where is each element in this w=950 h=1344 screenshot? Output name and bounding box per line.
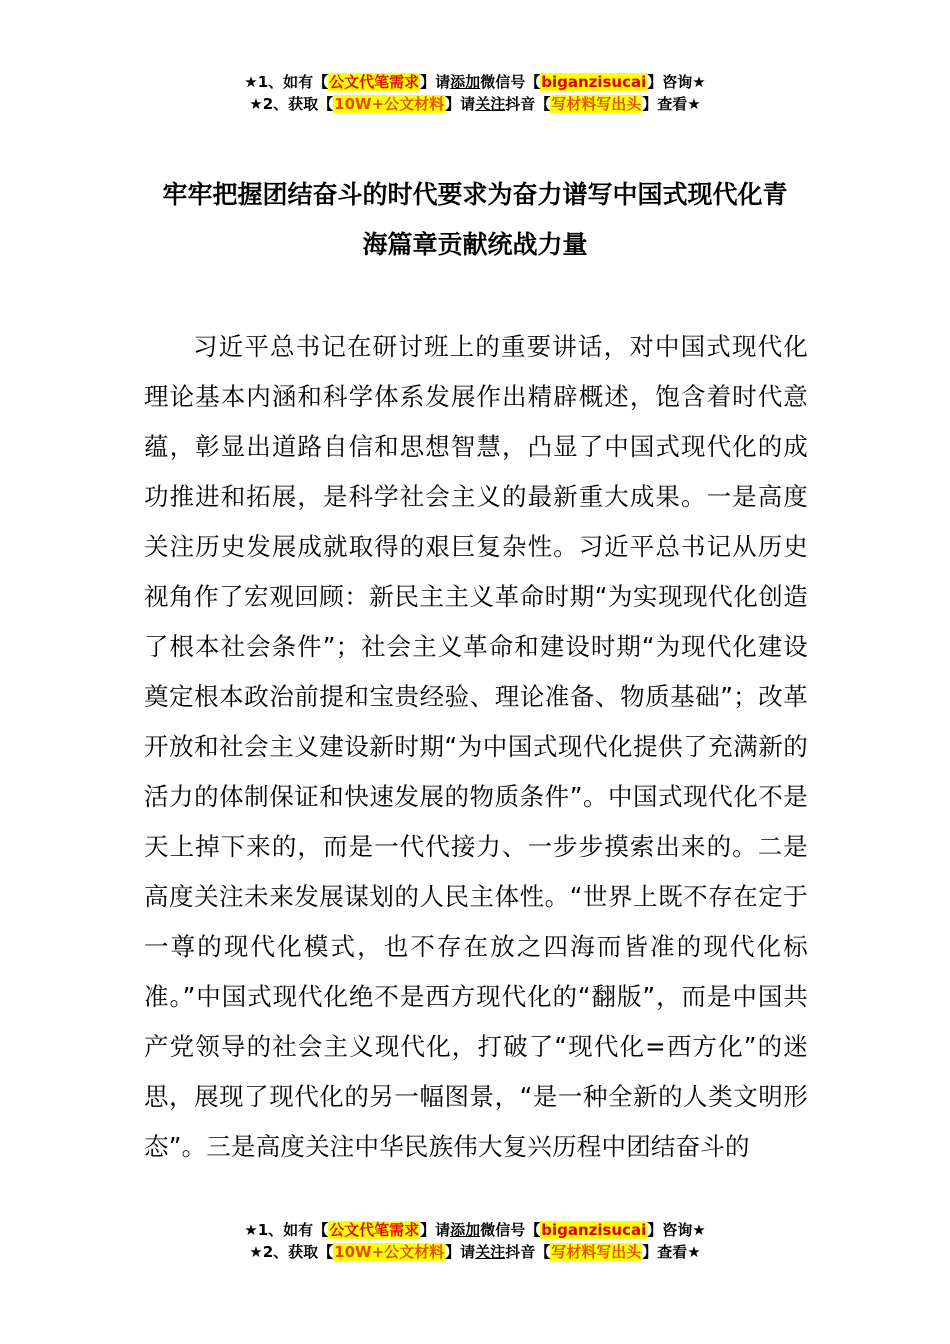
star-icon: ★	[687, 1243, 701, 1261]
star-icon: ★	[249, 1243, 263, 1261]
highlight-wechat-id: biganzisucai	[541, 1221, 647, 1239]
star-icon: ★	[249, 95, 263, 113]
highlight-douyin: 写材料写出头	[551, 1243, 642, 1261]
highlight-wechat-id: biganzisucai	[541, 73, 647, 91]
star-icon: ★	[692, 73, 706, 91]
star-icon: ★	[244, 1221, 258, 1239]
promo-line-1: ★1、如有【公文代笔需求】请添加微信号【biganzisucai】咨询★	[244, 1221, 706, 1239]
body-paragraph: 习近平总书记在研讨班上的重要讲话，对中国式现代化理论基本内涵和科学体系发展作出精辟概述，饱含着时代意蕴，彰显出道路自信和思想智慧，凸显了中国式现代化的成功推进和拓展，是科学社会主义的最新重大成果。一是高度关注历史发展成就取得的艰巨复杂性。习近平总书记从历史视角作了宏观回顾：新民主主义革命时期“为实现现代化创造了根本社会条件”；社会主义革命和建设时期“为现代化建设奠定根本政治前提和宝贵经验、理论准备、物质基础”；改革开放和社会主义建设新时期“为中国式现代化提供了充满新的活力的体制保证和快速发展的物质条件”。中国式现代化不是天上掉下来的，而是一代代接力、一步步摸索出来的。二是高度关注未来发展谋划的人民主体性。“世界上既不存在定于一尊的现代化模式，也不存在放之四海而皆准的现代化标准。”中国式现代化绝不是西方现代化的“翻版”，而是中国共产党领导的社会主义现代化，打破了“现代化=西方化”的迷思，展现了现代化的另一幅图景，“是一种全新的人类文明形态”。三是高度关注中华民族伟大复兴历程中团结奋斗的	[144, 332, 808, 1161]
document-title	[140, 170, 810, 270]
star-icon: ★	[692, 1221, 706, 1239]
highlight-service: 公文代笔需求	[329, 73, 420, 91]
star-icon: ★	[687, 95, 701, 113]
highlight-douyin: 写材料写出头	[551, 95, 642, 113]
title-line-2: 海篇章贡献统战力量	[362, 230, 588, 259]
highlight-materials: 10W+公文材料	[334, 95, 445, 113]
promo-line-1: ★1、如有【公文代笔需求】请添加微信号【biganzisucai】咨询★	[244, 73, 706, 91]
promo-footer	[0, 1219, 950, 1263]
highlight-materials: 10W+公文材料	[334, 1243, 445, 1261]
highlight-service: 公文代笔需求	[329, 1221, 420, 1239]
title-line-1: 牢牢把握团结奋斗的时代要求为奋力谱写中国式现代化青	[162, 180, 788, 209]
promo-line-2: ★2、获取【10W+公文材料】请关注抖音【写材料写出头】查看★	[249, 1243, 701, 1261]
promo-header	[0, 71, 950, 115]
star-icon: ★	[244, 73, 258, 91]
promo-line-2: ★2、获取【10W+公文材料】请关注抖音【写材料写出头】查看★	[249, 95, 701, 113]
